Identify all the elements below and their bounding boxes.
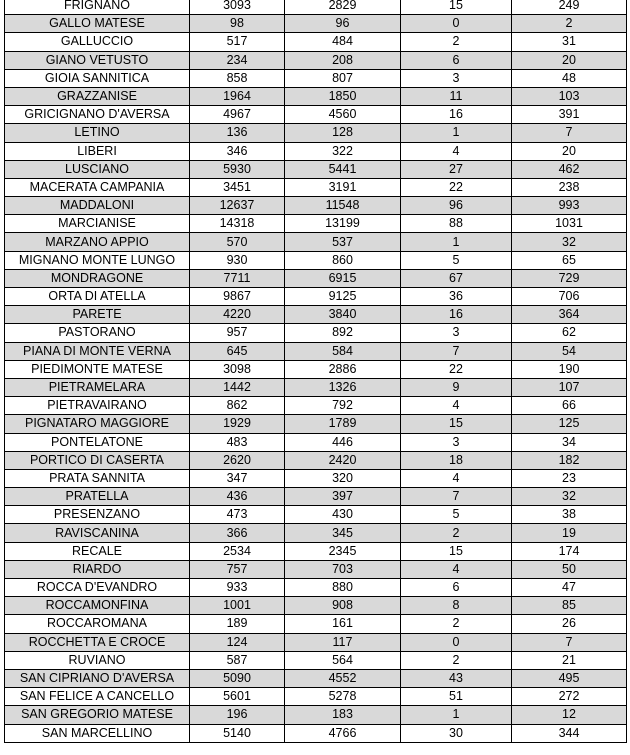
value-cell: 5278 bbox=[285, 688, 401, 706]
data-table bbox=[4, 0, 627, 743]
value-cell: 1031 bbox=[512, 215, 627, 233]
table-row bbox=[5, 87, 627, 105]
table-row bbox=[5, 160, 627, 178]
table-row bbox=[5, 633, 627, 651]
value-cell: 858 bbox=[190, 69, 285, 87]
table-row bbox=[5, 615, 627, 633]
value-cell: 2420 bbox=[285, 451, 401, 469]
value-cell: 7711 bbox=[190, 269, 285, 287]
value-cell: 4552 bbox=[285, 669, 401, 687]
value-cell: 107 bbox=[512, 378, 627, 396]
value-cell: 5601 bbox=[190, 688, 285, 706]
value-cell: 7 bbox=[512, 633, 627, 651]
value-cell: 12 bbox=[512, 706, 627, 724]
value-cell: 430 bbox=[285, 506, 401, 524]
municipality-cell: PORTICO DI CASERTA bbox=[5, 451, 190, 469]
value-cell: 6 bbox=[401, 51, 512, 69]
value-cell: 6 bbox=[401, 579, 512, 597]
table-row bbox=[5, 269, 627, 287]
municipality-cell: RUVIANO bbox=[5, 651, 190, 669]
value-cell: 1442 bbox=[190, 378, 285, 396]
value-cell: 4 bbox=[401, 142, 512, 160]
municipality-cell: PONTELATONE bbox=[5, 433, 190, 451]
municipality-cell: ROCCHETTA E CROCE bbox=[5, 633, 190, 651]
value-cell: 706 bbox=[512, 288, 627, 306]
value-cell: 483 bbox=[190, 433, 285, 451]
table-row bbox=[5, 506, 627, 524]
value-cell: 320 bbox=[285, 469, 401, 487]
municipality-cell: MONDRAGONE bbox=[5, 269, 190, 287]
value-cell: 96 bbox=[401, 197, 512, 215]
value-cell: 5 bbox=[401, 251, 512, 269]
value-cell: 16 bbox=[401, 306, 512, 324]
value-cell: 346 bbox=[190, 142, 285, 160]
municipality-cell: RAVISCANINA bbox=[5, 524, 190, 542]
value-cell: 462 bbox=[512, 160, 627, 178]
value-cell: 16 bbox=[401, 106, 512, 124]
value-cell: 564 bbox=[285, 651, 401, 669]
municipality-cell: ROCCAROMANA bbox=[5, 615, 190, 633]
value-cell: 5140 bbox=[190, 724, 285, 742]
value-cell: 30 bbox=[401, 724, 512, 742]
value-cell: 183 bbox=[285, 706, 401, 724]
value-cell: 3098 bbox=[190, 360, 285, 378]
value-cell: 517 bbox=[190, 33, 285, 51]
value-cell: 933 bbox=[190, 579, 285, 597]
table-row bbox=[5, 378, 627, 396]
municipality-cell: GALLUCCIO bbox=[5, 33, 190, 51]
value-cell: 22 bbox=[401, 360, 512, 378]
municipality-cell: GIOIA SANNITICA bbox=[5, 69, 190, 87]
value-cell: 31 bbox=[512, 33, 627, 51]
value-cell: 65 bbox=[512, 251, 627, 269]
value-cell: 32 bbox=[512, 233, 627, 251]
municipality-cell: GRICIGNANO D'AVERSA bbox=[5, 106, 190, 124]
value-cell: 4 bbox=[401, 469, 512, 487]
value-cell: 930 bbox=[190, 251, 285, 269]
municipality-cell: RIARDO bbox=[5, 560, 190, 578]
municipality-cell: PARETE bbox=[5, 306, 190, 324]
value-cell: 880 bbox=[285, 579, 401, 597]
value-cell: 3840 bbox=[285, 306, 401, 324]
value-cell: 391 bbox=[512, 106, 627, 124]
value-cell: 272 bbox=[512, 688, 627, 706]
value-cell: 125 bbox=[512, 415, 627, 433]
value-cell: 1929 bbox=[190, 415, 285, 433]
municipality-cell: ROCCAMONFINA bbox=[5, 597, 190, 615]
value-cell: 1789 bbox=[285, 415, 401, 433]
value-cell: 4 bbox=[401, 560, 512, 578]
value-cell: 7 bbox=[401, 488, 512, 506]
value-cell: 3 bbox=[401, 324, 512, 342]
value-cell: 587 bbox=[190, 651, 285, 669]
table-row bbox=[5, 197, 627, 215]
value-cell: 208 bbox=[285, 51, 401, 69]
municipality-cell: GRAZZANISE bbox=[5, 87, 190, 105]
table-row bbox=[5, 0, 627, 15]
value-cell: 364 bbox=[512, 306, 627, 324]
value-cell: 12637 bbox=[190, 197, 285, 215]
value-cell: 88 bbox=[401, 215, 512, 233]
value-cell: 1326 bbox=[285, 378, 401, 396]
value-cell: 4220 bbox=[190, 306, 285, 324]
table-row bbox=[5, 15, 627, 33]
municipality-cell: PRESENZANO bbox=[5, 506, 190, 524]
value-cell: 584 bbox=[285, 342, 401, 360]
value-cell: 50 bbox=[512, 560, 627, 578]
value-cell: 6915 bbox=[285, 269, 401, 287]
value-cell: 85 bbox=[512, 597, 627, 615]
table-row bbox=[5, 324, 627, 342]
municipality-cell: SAN GREGORIO MATESE bbox=[5, 706, 190, 724]
value-cell: 11 bbox=[401, 87, 512, 105]
municipality-cell: PIEDIMONTE MATESE bbox=[5, 360, 190, 378]
value-cell: 3451 bbox=[190, 178, 285, 196]
municipality-cell: PIGNATARO MAGGIORE bbox=[5, 415, 190, 433]
value-cell: 1 bbox=[401, 233, 512, 251]
value-cell: 3 bbox=[401, 69, 512, 87]
value-cell: 96 bbox=[285, 15, 401, 33]
table-row bbox=[5, 397, 627, 415]
value-cell: 892 bbox=[285, 324, 401, 342]
value-cell: 446 bbox=[285, 433, 401, 451]
value-cell: 2345 bbox=[285, 542, 401, 560]
value-cell: 537 bbox=[285, 233, 401, 251]
value-cell: 344 bbox=[512, 724, 627, 742]
value-cell: 2 bbox=[401, 651, 512, 669]
table-row bbox=[5, 106, 627, 124]
value-cell: 473 bbox=[190, 506, 285, 524]
value-cell: 5441 bbox=[285, 160, 401, 178]
value-cell: 26 bbox=[512, 615, 627, 633]
value-cell: 66 bbox=[512, 397, 627, 415]
table-row bbox=[5, 706, 627, 724]
value-cell: 1 bbox=[401, 124, 512, 142]
municipality-cell: PIANA DI MONTE VERNA bbox=[5, 342, 190, 360]
value-cell: 67 bbox=[401, 269, 512, 287]
value-cell: 48 bbox=[512, 69, 627, 87]
value-cell: 366 bbox=[190, 524, 285, 542]
value-cell: 117 bbox=[285, 633, 401, 651]
value-cell: 5 bbox=[401, 506, 512, 524]
table-row bbox=[5, 724, 627, 742]
value-cell: 62 bbox=[512, 324, 627, 342]
value-cell: 484 bbox=[285, 33, 401, 51]
municipality-cell: ROCCA D'EVANDRO bbox=[5, 579, 190, 597]
value-cell: 15 bbox=[401, 0, 512, 15]
table-row bbox=[5, 688, 627, 706]
value-cell: 22 bbox=[401, 178, 512, 196]
value-cell: 34 bbox=[512, 433, 627, 451]
value-cell: 908 bbox=[285, 597, 401, 615]
value-cell: 347 bbox=[190, 469, 285, 487]
value-cell: 36 bbox=[401, 288, 512, 306]
value-cell: 957 bbox=[190, 324, 285, 342]
value-cell: 570 bbox=[190, 233, 285, 251]
value-cell: 1001 bbox=[190, 597, 285, 615]
municipality-cell: RECALE bbox=[5, 542, 190, 560]
municipality-cell: SAN CIPRIANO D'AVERSA bbox=[5, 669, 190, 687]
value-cell: 345 bbox=[285, 524, 401, 542]
table-row bbox=[5, 560, 627, 578]
value-cell: 5930 bbox=[190, 160, 285, 178]
value-cell: 238 bbox=[512, 178, 627, 196]
table-row bbox=[5, 69, 627, 87]
value-cell: 8 bbox=[401, 597, 512, 615]
municipality-cell: GALLO MATESE bbox=[5, 15, 190, 33]
value-cell: 182 bbox=[512, 451, 627, 469]
value-cell: 397 bbox=[285, 488, 401, 506]
table-row bbox=[5, 469, 627, 487]
value-cell: 23 bbox=[512, 469, 627, 487]
value-cell: 495 bbox=[512, 669, 627, 687]
value-cell: 98 bbox=[190, 15, 285, 33]
municipality-cell: PASTORANO bbox=[5, 324, 190, 342]
value-cell: 196 bbox=[190, 706, 285, 724]
value-cell: 993 bbox=[512, 197, 627, 215]
municipality-cell: MARZANO APPIO bbox=[5, 233, 190, 251]
table-row bbox=[5, 579, 627, 597]
value-cell: 9867 bbox=[190, 288, 285, 306]
value-cell: 5090 bbox=[190, 669, 285, 687]
table-row bbox=[5, 306, 627, 324]
value-cell: 7 bbox=[512, 124, 627, 142]
table-row bbox=[5, 142, 627, 160]
table-row bbox=[5, 33, 627, 51]
municipality-cell: PRATELLA bbox=[5, 488, 190, 506]
table-row bbox=[5, 288, 627, 306]
table-row bbox=[5, 215, 627, 233]
table-row bbox=[5, 178, 627, 196]
value-cell: 860 bbox=[285, 251, 401, 269]
value-cell: 136 bbox=[190, 124, 285, 142]
value-cell: 1964 bbox=[190, 87, 285, 105]
value-cell: 15 bbox=[401, 542, 512, 560]
table-body bbox=[5, 0, 627, 742]
value-cell: 4766 bbox=[285, 724, 401, 742]
municipality-cell: PIETRAVAIRANO bbox=[5, 397, 190, 415]
value-cell: 20 bbox=[512, 51, 627, 69]
municipality-cell: MIGNANO MONTE LUNGO bbox=[5, 251, 190, 269]
value-cell: 27 bbox=[401, 160, 512, 178]
value-cell: 757 bbox=[190, 560, 285, 578]
value-cell: 43 bbox=[401, 669, 512, 687]
value-cell: 3093 bbox=[190, 0, 285, 15]
value-cell: 51 bbox=[401, 688, 512, 706]
table-row bbox=[5, 433, 627, 451]
value-cell: 4560 bbox=[285, 106, 401, 124]
value-cell: 645 bbox=[190, 342, 285, 360]
table-row bbox=[5, 51, 627, 69]
table-row bbox=[5, 342, 627, 360]
municipality-cell: SAN FELICE A CANCELLO bbox=[5, 688, 190, 706]
value-cell: 14318 bbox=[190, 215, 285, 233]
table-row bbox=[5, 542, 627, 560]
table-row bbox=[5, 651, 627, 669]
municipality-cell: LIBERI bbox=[5, 142, 190, 160]
value-cell: 1 bbox=[401, 706, 512, 724]
value-cell: 2534 bbox=[190, 542, 285, 560]
value-cell: 0 bbox=[401, 15, 512, 33]
value-cell: 862 bbox=[190, 397, 285, 415]
value-cell: 128 bbox=[285, 124, 401, 142]
value-cell: 2829 bbox=[285, 0, 401, 15]
value-cell: 18 bbox=[401, 451, 512, 469]
value-cell: 19 bbox=[512, 524, 627, 542]
municipality-cell: MARCIANISE bbox=[5, 215, 190, 233]
value-cell: 4 bbox=[401, 397, 512, 415]
municipality-cell: FRIGNANO bbox=[5, 0, 190, 15]
municipality-cell: LETINO bbox=[5, 124, 190, 142]
value-cell: 2886 bbox=[285, 360, 401, 378]
value-cell: 3 bbox=[401, 433, 512, 451]
table-row bbox=[5, 251, 627, 269]
value-cell: 807 bbox=[285, 69, 401, 87]
value-cell: 2 bbox=[401, 524, 512, 542]
municipality-cell: GIANO VETUSTO bbox=[5, 51, 190, 69]
table-row bbox=[5, 669, 627, 687]
value-cell: 1850 bbox=[285, 87, 401, 105]
value-cell: 38 bbox=[512, 506, 627, 524]
value-cell: 249 bbox=[512, 0, 627, 15]
value-cell: 322 bbox=[285, 142, 401, 160]
value-cell: 2620 bbox=[190, 451, 285, 469]
value-cell: 189 bbox=[190, 615, 285, 633]
value-cell: 7 bbox=[401, 342, 512, 360]
value-cell: 9 bbox=[401, 378, 512, 396]
municipality-cell: PIETRAMELARA bbox=[5, 378, 190, 396]
table-row bbox=[5, 524, 627, 542]
table-row bbox=[5, 124, 627, 142]
value-cell: 20 bbox=[512, 142, 627, 160]
value-cell: 21 bbox=[512, 651, 627, 669]
value-cell: 9125 bbox=[285, 288, 401, 306]
value-cell: 190 bbox=[512, 360, 627, 378]
value-cell: 792 bbox=[285, 397, 401, 415]
value-cell: 2 bbox=[401, 615, 512, 633]
value-cell: 15 bbox=[401, 415, 512, 433]
value-cell: 729 bbox=[512, 269, 627, 287]
table-row bbox=[5, 415, 627, 433]
municipality-cell: SAN MARCELLINO bbox=[5, 724, 190, 742]
value-cell: 47 bbox=[512, 579, 627, 597]
value-cell: 234 bbox=[190, 51, 285, 69]
municipality-cell: MACERATA CAMPANIA bbox=[5, 178, 190, 196]
value-cell: 0 bbox=[401, 633, 512, 651]
municipality-cell: ORTA DI ATELLA bbox=[5, 288, 190, 306]
value-cell: 124 bbox=[190, 633, 285, 651]
municipality-cell: PRATA SANNITA bbox=[5, 469, 190, 487]
value-cell: 32 bbox=[512, 488, 627, 506]
value-cell: 436 bbox=[190, 488, 285, 506]
table-row bbox=[5, 488, 627, 506]
table-row bbox=[5, 360, 627, 378]
value-cell: 2 bbox=[401, 33, 512, 51]
value-cell: 103 bbox=[512, 87, 627, 105]
municipality-cell: MADDALONI bbox=[5, 197, 190, 215]
value-cell: 13199 bbox=[285, 215, 401, 233]
table-row bbox=[5, 233, 627, 251]
value-cell: 3191 bbox=[285, 178, 401, 196]
value-cell: 703 bbox=[285, 560, 401, 578]
value-cell: 161 bbox=[285, 615, 401, 633]
value-cell: 2 bbox=[512, 15, 627, 33]
table-row bbox=[5, 451, 627, 469]
municipality-cell: LUSCIANO bbox=[5, 160, 190, 178]
value-cell: 54 bbox=[512, 342, 627, 360]
value-cell: 11548 bbox=[285, 197, 401, 215]
value-cell: 174 bbox=[512, 542, 627, 560]
table-row bbox=[5, 597, 627, 615]
value-cell: 4967 bbox=[190, 106, 285, 124]
